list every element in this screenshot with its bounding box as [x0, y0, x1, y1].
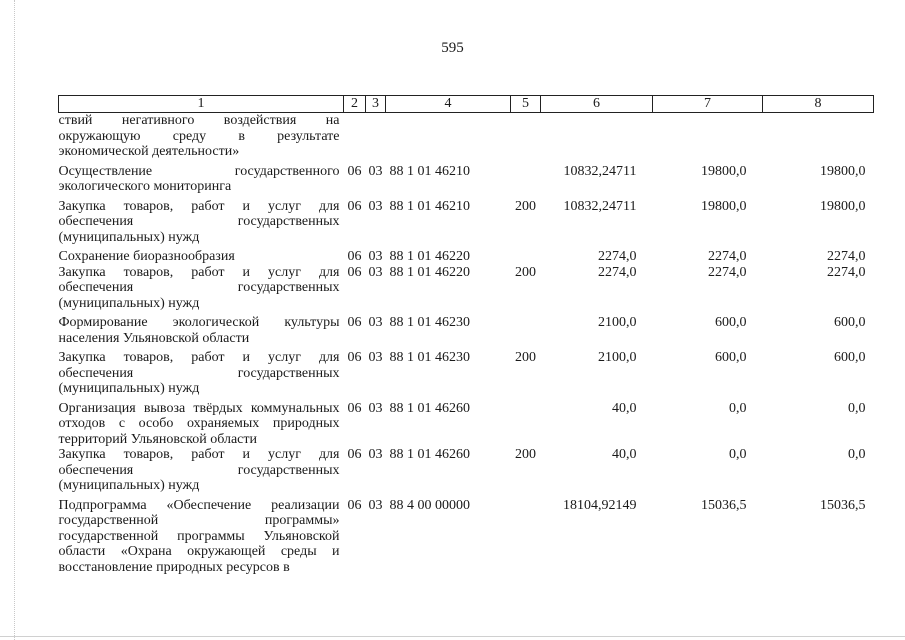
row-value-8: 600,0 [834, 350, 866, 365]
row-section: 06 [347, 249, 362, 264]
row-value-6: 2100,0 [598, 350, 637, 365]
row-value-8: 0,0 [848, 447, 866, 462]
row-section: 06 [347, 264, 362, 280]
row-value-7: 600,0 [715, 315, 747, 330]
row-name: Закупка товаров, работ и услуг для обеспечения государственных (муниципальных) нужд [58, 447, 340, 493]
table-header-row [59, 96, 874, 113]
row-name: Закупка товаров, работ и услуг для обеспечения государственных (муниципальных) нужд [58, 198, 340, 245]
row-subsection: 03 [368, 198, 383, 214]
table-row [59, 245, 874, 265]
row-name: Закупка товаров, работ и услуг для обеспечения государственных (муниципальных) нужд [58, 264, 340, 311]
row-name: Формирование экологической культуры населения Ульяновской области [58, 315, 340, 346]
scan-bottom-edge [0, 636, 905, 638]
row-expense-type [511, 494, 541, 576]
row-subsection: 03 [368, 447, 383, 462]
row-value-8: 19800,0 [820, 163, 866, 179]
row-value-7: 19800,0 [701, 163, 747, 179]
row-value-8: 600,0 [834, 315, 866, 330]
column-header-8: 8 [763, 96, 874, 113]
row-expense-type [511, 397, 541, 448]
row-section: 06 [347, 315, 362, 330]
row-subsection [366, 113, 386, 160]
column-header-6: 6 [541, 96, 653, 113]
row-target-code: 88 1 01 46220 [389, 264, 470, 280]
row-value-7: 600,0 [715, 350, 747, 365]
row-value-8: 19800,0 [820, 198, 866, 214]
row-target-code: 88 1 01 46260 [389, 447, 470, 462]
column-header-1: 1 [59, 96, 344, 113]
row-value-6: 10832,24711 [563, 163, 637, 179]
row-value-7: 0,0 [729, 400, 747, 416]
column-header-3: 3 [366, 96, 386, 113]
budget-table [58, 95, 874, 575]
row-subsection: 03 [368, 350, 383, 365]
row-expense-type: 200 [515, 198, 536, 214]
scan-edge [0, 0, 15, 640]
table-row [59, 195, 874, 246]
row-name: ствий негативного воздействия на окружающую среду в результате экономической деятельности» [58, 113, 340, 159]
row-subsection: 03 [368, 497, 383, 513]
row-name: Подпрограмма «Обеспечение реализации государственной программы» государственной программы Ульяновской области «Охрана окружающей среды и восстановление природных ресурсов в [58, 497, 340, 575]
row-value-8: 2274,0 [827, 249, 866, 264]
row-expense-type [511, 245, 541, 265]
row-value-6: 2274,0 [598, 264, 637, 280]
table-row [59, 265, 874, 312]
row-subsection: 03 [368, 249, 383, 264]
row-section [344, 113, 366, 160]
row-name: Осуществление государственного экологического мониторинга [58, 163, 340, 194]
row-value-6: 10832,24711 [563, 198, 637, 214]
table-row [59, 160, 874, 195]
row-section: 06 [347, 163, 362, 179]
row-target-code: 88 1 01 46230 [389, 315, 470, 330]
row-section: 06 [347, 198, 362, 214]
column-header-7: 7 [653, 96, 763, 113]
row-value-6: 40,0 [612, 447, 637, 462]
row-value-6: 40,0 [612, 400, 637, 416]
row-name: Сохранение биоразнообразия [58, 249, 235, 264]
row-subsection: 03 [368, 315, 383, 330]
row-value-6: 2274,0 [598, 249, 637, 264]
row-target-code: 88 4 00 00000 [389, 497, 470, 513]
row-expense-type: 200 [515, 447, 536, 462]
row-value-7: 15036,5 [701, 497, 747, 513]
row-value-6: 18104,92149 [563, 497, 637, 513]
row-expense-type [511, 160, 541, 195]
row-expense-type [511, 113, 541, 160]
row-expense-type: 200 [515, 264, 536, 280]
row-expense-type [511, 311, 541, 346]
table-row [59, 346, 874, 397]
column-header-4: 4 [386, 96, 511, 113]
row-value-7: 0,0 [729, 447, 747, 462]
row-section: 06 [347, 400, 362, 416]
row-target-code: 88 1 01 46210 [389, 163, 470, 179]
row-subsection: 03 [368, 264, 383, 280]
row-value-8: 15036,5 [820, 497, 866, 513]
table-row [59, 311, 874, 346]
row-value-8: 2274,0 [827, 264, 866, 280]
row-value-8 [763, 113, 874, 160]
page-number: 595 [441, 40, 464, 56]
table-row [59, 447, 874, 494]
row-value-7 [653, 113, 763, 160]
table-row [59, 397, 874, 448]
row-section: 06 [347, 447, 362, 462]
row-name: Закупка товаров, работ и услуг для обеспечения государственных (муниципальных) нужд [58, 350, 340, 396]
row-target-code: 88 1 01 46230 [389, 350, 470, 365]
row-value-6 [541, 113, 653, 160]
row-target-code [386, 113, 511, 160]
row-subsection: 03 [368, 400, 383, 416]
row-target-code: 88 1 01 46220 [389, 249, 470, 264]
row-name: Организация вывоза твёрдых коммунальных отходов с особо охраняемых природных территорий Ульяновской области [58, 400, 340, 447]
row-value-7: 2274,0 [708, 249, 747, 264]
column-header-5: 5 [511, 96, 541, 113]
row-value-7: 2274,0 [708, 264, 747, 280]
row-section: 06 [347, 497, 362, 513]
table-row [59, 494, 874, 576]
row-expense-type: 200 [515, 350, 536, 365]
row-value-7: 19800,0 [701, 198, 747, 214]
row-value-6: 2100,0 [598, 315, 637, 330]
row-target-code: 88 1 01 46260 [389, 400, 470, 416]
row-value-8: 0,0 [848, 400, 866, 416]
row-target-code: 88 1 01 46210 [389, 198, 470, 214]
table-row [59, 113, 874, 160]
row-subsection: 03 [368, 163, 383, 179]
row-section: 06 [347, 350, 362, 365]
column-header-2: 2 [344, 96, 366, 113]
